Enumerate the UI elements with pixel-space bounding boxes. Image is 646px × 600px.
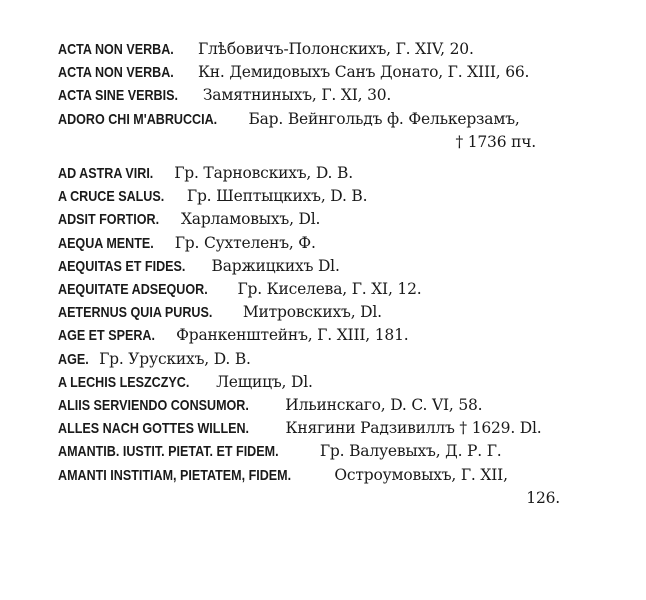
entry-row [58,208,618,231]
entry-row [58,108,618,131]
entry-row [58,394,618,417]
entry-description: Кн. Демидовыхъ Санъ Донато, Г. XIII, 66. [197,63,530,82]
motto: AETERNUS QUIA PURUS. [58,305,213,322]
entry-description: Гр. Урускихъ, D. B. [99,349,251,368]
motto: ADORO CHI M'ABRUCCIA. [58,111,218,128]
entry-description: Бар. Вейнгольдъ ф. Фелькерзамъ, [248,109,520,128]
entry-row [58,162,618,185]
entry-description: Харламовыхъ, Dl. [180,210,321,229]
entry-continuation [58,487,618,509]
entry-description: Гр. Шептыцкихъ, D. B. [186,187,368,206]
document-page [58,38,618,509]
motto: AGE ET SPERA. [58,328,155,345]
entry-row [58,417,618,440]
entry-continuation-text: † 1736 пч. [455,132,536,151]
entry-continuation [58,131,618,153]
motto: ALLES NACH GOTTES WILLEN. [58,421,250,438]
entry-description: Княгини Радзивиллъ † 1629. Dl. [285,419,542,438]
motto: AMANTI INSTITIAM, PIETATEM, FIDEM. [58,467,292,484]
entry-row [58,232,618,255]
entry-description: Гр. Тарновскихъ, D. B. [174,164,353,183]
entry-description: Гр. Валуевыхъ, Д. Р. Г. [319,442,502,461]
entry-description: Замятниныхъ, Г. XI, 30. [202,86,392,105]
entry-row [58,84,618,107]
motto: AEQUA MENTE. [58,235,154,252]
entry-description: Франкенштейнъ, Г. XIII, 181. [176,326,409,345]
entry-row [58,301,618,324]
entry-description: Митровскихъ, Dl. [242,303,382,322]
entry-row [58,371,618,394]
entry-row [58,324,618,347]
motto: AGE. [58,351,89,368]
entry-row [58,278,618,301]
entry-row [58,185,618,208]
entry-row [58,61,618,84]
motto: A LECHIS LESZCZYC. [58,374,190,391]
entry-row [58,255,618,278]
motto: ACTA NON VERBA. [58,65,174,82]
motto: AEQUITATE ADSEQUOR. [58,282,208,299]
entry-row [58,464,618,487]
entry-row [58,440,618,463]
entry-description: Гр. Киселева, Г. XI, 12. [237,280,422,299]
motto: ALIIS SERVIENDO CONSUMOR. [58,398,249,415]
entry-description: Остроумовыхъ, Г. XII, [334,465,508,484]
entry-continuation-text: 126. [526,488,560,507]
motto: ACTA SINE VERBIS. [58,88,178,105]
entry-row [58,348,618,371]
entry-description: Гр. Сухтеленъ, Ф. [174,233,316,252]
motto: ADSIT FORTIOR. [58,212,160,229]
entry-description: Ильинскаго, D. C. VI, 58. [285,396,483,415]
entry-description: Варжицкихъ Dl. [211,256,340,275]
motto: AMANTIB. IUSTIT. PIETAT. ET FIDEM. [58,444,279,461]
entry-description: Глѣбовичъ-Полонскихъ, Г. XIV, 20. [197,40,474,58]
motto: A CRUCE SALUS. [58,189,165,206]
entry-row [58,38,618,61]
motto: ACTA NON VERBA. [58,42,174,58]
entry-description: Лещицъ, Dl. [216,372,313,391]
motto: AEQUITAS ET FIDES. [58,258,186,275]
motto: AD ASTRA VIRI. [58,166,154,183]
